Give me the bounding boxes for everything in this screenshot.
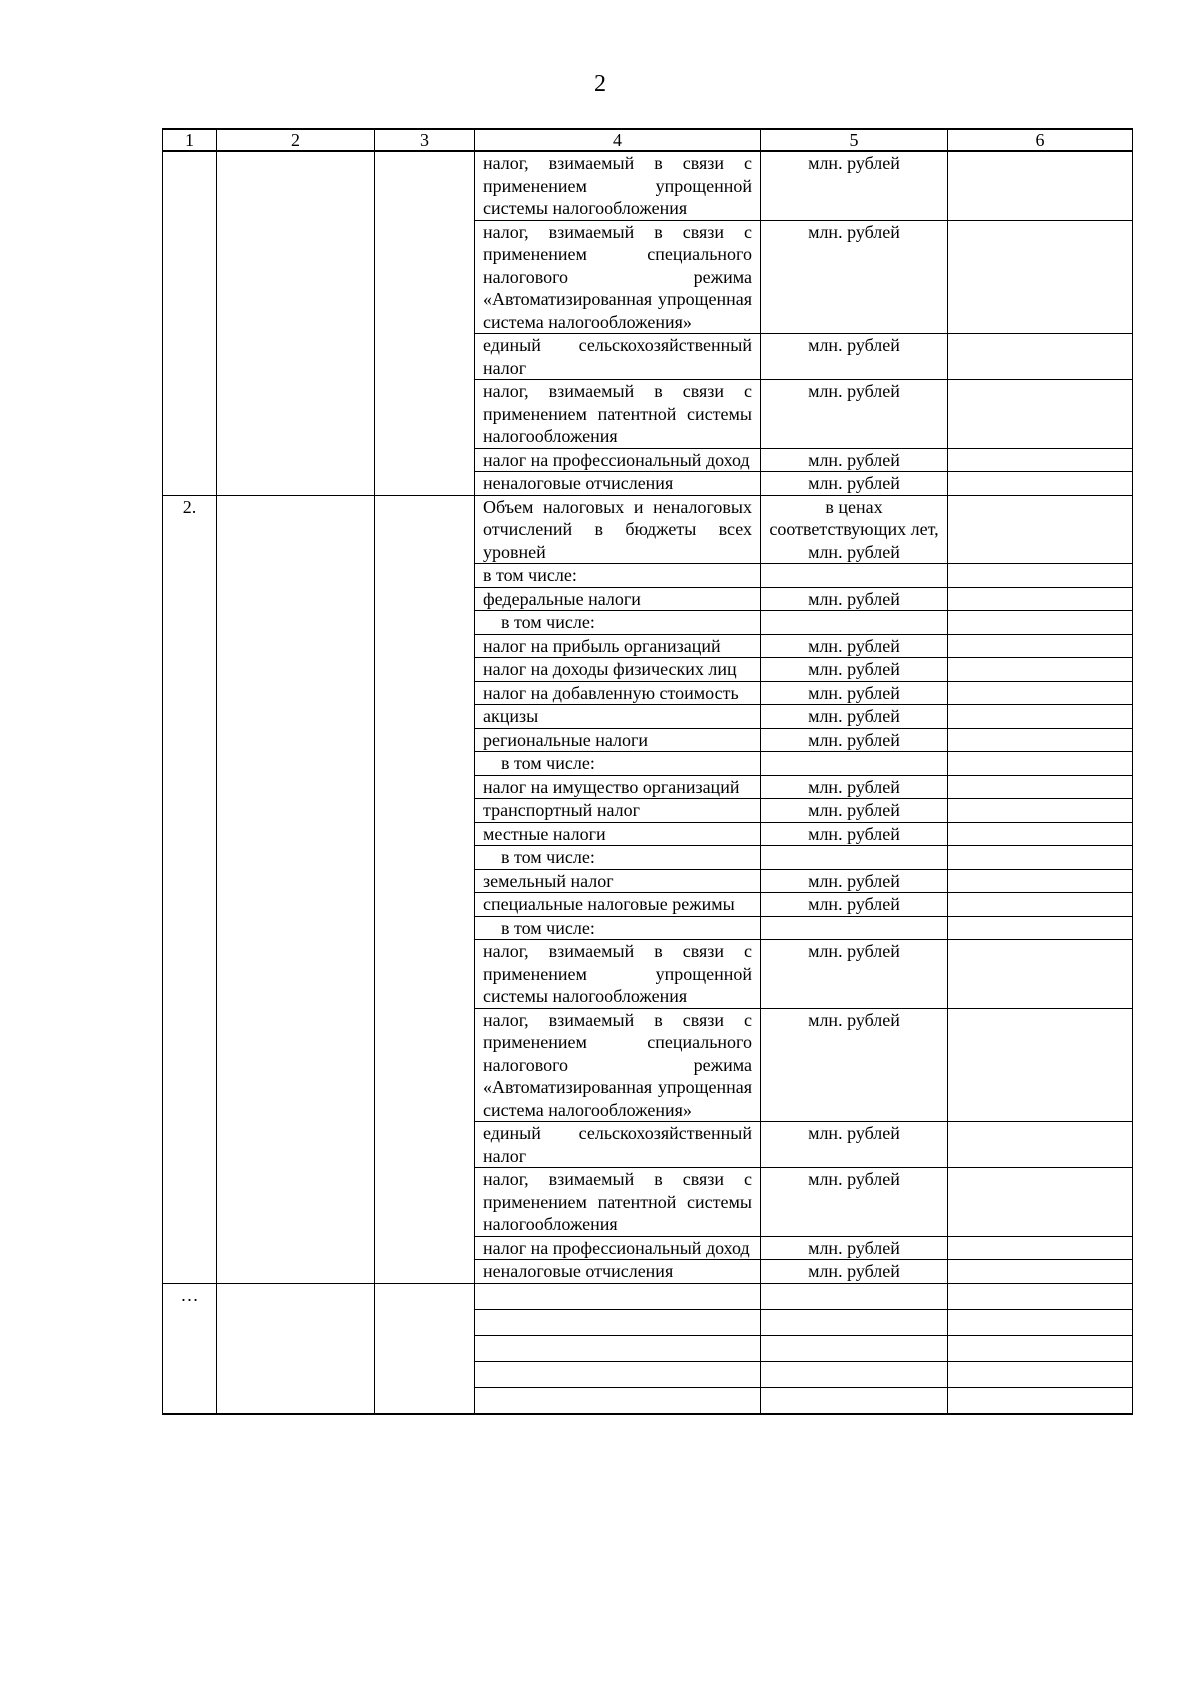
page-number: 2 [594, 71, 606, 97]
row-number-cell [163, 380, 217, 449]
column-2-cell [217, 334, 375, 380]
table-row [163, 705, 1133, 729]
value-cell [948, 1168, 1133, 1237]
value-cell [948, 681, 1133, 705]
row-number-cell [163, 799, 217, 823]
unit-cell [761, 752, 948, 776]
column-2-cell [217, 220, 375, 334]
row-number-cell [163, 634, 217, 658]
row-number-cell [163, 1008, 217, 1122]
indicator-name-cell: федеральные налоги [475, 587, 761, 611]
column-3-cell [375, 587, 475, 611]
column-2-cell [217, 1260, 375, 1284]
column-2-cell [217, 705, 375, 729]
column-2-cell [217, 1387, 375, 1414]
indicator-name-cell: налог на имущество организаций [475, 775, 761, 799]
column-3-cell [375, 495, 475, 564]
value-cell [948, 1008, 1133, 1122]
unit-cell: млн. рублей [761, 1260, 948, 1284]
row-number-cell [163, 940, 217, 1009]
row-number-cell [163, 1387, 217, 1414]
unit-cell [761, 564, 948, 588]
unit-cell: в ценах соответствующих лет, млн. рублей [761, 495, 948, 564]
unit-cell: млн. рублей [761, 472, 948, 496]
value-cell [948, 1361, 1133, 1387]
indicator-name-cell: налог на прибыль организаций [475, 634, 761, 658]
unit-cell [761, 1335, 948, 1361]
column-2-cell [217, 893, 375, 917]
row-number-cell [163, 846, 217, 870]
value-cell [948, 893, 1133, 917]
row-number-cell [163, 916, 217, 940]
column-3-cell [375, 1309, 475, 1335]
table-row [163, 799, 1133, 823]
row-number-cell [163, 472, 217, 496]
table-row [163, 728, 1133, 752]
unit-cell: млн. рублей [761, 775, 948, 799]
indicator-name-cell: налог, взимаемый в связи с применением упрощенной системы налогообложения [475, 940, 761, 1009]
column-3-cell [375, 380, 475, 449]
table-header-row [163, 129, 1133, 151]
value-cell [948, 611, 1133, 635]
column-2-cell [217, 1168, 375, 1237]
row-number-cell [163, 681, 217, 705]
column-header: 6 [948, 129, 1133, 151]
column-3-cell [375, 1387, 475, 1414]
indicator-name-cell: транспортный налог [475, 799, 761, 823]
column-header: 4 [475, 129, 761, 151]
table-row [163, 940, 1133, 1009]
value-cell [948, 940, 1133, 1009]
column-3-cell [375, 1122, 475, 1168]
row-number-cell [163, 1260, 217, 1284]
indicator-name-cell: местные налоги [475, 822, 761, 846]
column-3-cell [375, 611, 475, 635]
column-header: 3 [375, 129, 475, 151]
row-number-cell [163, 775, 217, 799]
table-row [163, 1283, 1133, 1309]
column-2-cell [217, 448, 375, 472]
table-row [163, 1122, 1133, 1168]
table-row [163, 681, 1133, 705]
table-row [163, 658, 1133, 682]
row-number-cell [163, 1335, 217, 1361]
indicator-name-cell: налог на профессиональный доход [475, 1236, 761, 1260]
value-cell [948, 564, 1133, 588]
row-number-cell [163, 151, 217, 220]
column-3-cell [375, 846, 475, 870]
indicator-name-cell: налог, взимаемый в связи с применением упрощенной системы налогообложения [475, 151, 761, 220]
unit-cell: млн. рублей [761, 334, 948, 380]
value-cell [948, 869, 1133, 893]
column-2-cell [217, 634, 375, 658]
indicator-name-cell: налог на профессиональный доход [475, 448, 761, 472]
row-number-cell [163, 564, 217, 588]
column-3-cell [375, 334, 475, 380]
column-3-cell [375, 220, 475, 334]
value-cell [948, 1309, 1133, 1335]
table-row [163, 1309, 1133, 1335]
row-number-cell: 2. [163, 495, 217, 564]
column-2-cell [217, 380, 375, 449]
indicator-name-cell: единый сельскохозяйственный налог [475, 1122, 761, 1168]
unit-cell [761, 611, 948, 635]
table-row [163, 822, 1133, 846]
column-3-cell [375, 799, 475, 823]
column-3-cell [375, 1260, 475, 1284]
column-3-cell [375, 916, 475, 940]
unit-cell [761, 1361, 948, 1387]
table-row [163, 893, 1133, 917]
value-cell [948, 587, 1133, 611]
unit-cell: млн. рублей [761, 448, 948, 472]
unit-cell: млн. рублей [761, 634, 948, 658]
column-3-cell [375, 658, 475, 682]
column-2-cell [217, 869, 375, 893]
unit-cell: млн. рублей [761, 151, 948, 220]
row-number-cell [163, 869, 217, 893]
indicator-name-cell: Объем налоговых и неналоговых отчислений в бюджеты всех уровней [475, 495, 761, 564]
table-row [163, 220, 1133, 334]
column-3-cell [375, 940, 475, 1009]
unit-cell: млн. рублей [761, 681, 948, 705]
table-row [163, 634, 1133, 658]
unit-cell: млн. рублей [761, 380, 948, 449]
column-header: 2 [217, 129, 375, 151]
column-3-cell [375, 448, 475, 472]
column-3-cell [375, 728, 475, 752]
indicator-name-cell: специальные налоговые режимы [475, 893, 761, 917]
unit-cell: млн. рублей [761, 587, 948, 611]
column-2-cell [217, 940, 375, 1009]
indicator-name-cell: в том числе: [475, 564, 761, 588]
value-cell [948, 1387, 1133, 1414]
indicator-name-cell [475, 1283, 761, 1309]
column-2-cell [217, 728, 375, 752]
row-number-cell [163, 705, 217, 729]
column-3-cell [375, 1283, 475, 1309]
column-2-cell [217, 587, 375, 611]
table-row [163, 1008, 1133, 1122]
column-3-cell [375, 1361, 475, 1387]
unit-cell: млн. рублей [761, 705, 948, 729]
value-cell [948, 775, 1133, 799]
value-cell [948, 846, 1133, 870]
table-row [163, 448, 1133, 472]
indicator-name-cell: налог на доходы физических лиц [475, 658, 761, 682]
row-number-cell [163, 1122, 217, 1168]
row-number-cell [163, 448, 217, 472]
row-number-cell [163, 822, 217, 846]
column-3-cell [375, 472, 475, 496]
table-row [163, 380, 1133, 449]
unit-cell [761, 1387, 948, 1414]
table-row [163, 916, 1133, 940]
value-cell [948, 705, 1133, 729]
column-2-cell [217, 822, 375, 846]
indicator-name-cell: в том числе: [475, 752, 761, 776]
unit-cell: млн. рублей [761, 799, 948, 823]
unit-cell: млн. рублей [761, 869, 948, 893]
row-number-cell [163, 334, 217, 380]
indicator-name-cell: акцизы [475, 705, 761, 729]
row-number-cell [163, 1236, 217, 1260]
indicator-name-cell: налог, взимаемый в связи с применением специального налогового режима «Автоматизированная упрощенная система налогообложения» [475, 220, 761, 334]
indicator-name-cell: неналоговые отчисления [475, 1260, 761, 1284]
indicator-name-cell [475, 1361, 761, 1387]
unit-cell [761, 846, 948, 870]
value-cell [948, 380, 1133, 449]
column-3-cell [375, 151, 475, 220]
value-cell [948, 1283, 1133, 1309]
table-row [163, 752, 1133, 776]
row-number-cell [163, 658, 217, 682]
unit-cell: млн. рублей [761, 728, 948, 752]
column-2-cell [217, 564, 375, 588]
table-row [163, 869, 1133, 893]
column-3-cell [375, 1335, 475, 1361]
table-body [163, 151, 1133, 1414]
column-2-cell [217, 916, 375, 940]
value-cell [948, 220, 1133, 334]
unit-cell: млн. рублей [761, 1122, 948, 1168]
value-cell [948, 752, 1133, 776]
row-number-cell [163, 587, 217, 611]
unit-cell: млн. рублей [761, 1168, 948, 1237]
row-number-cell [163, 728, 217, 752]
table-row [163, 587, 1133, 611]
column-3-cell [375, 893, 475, 917]
value-cell [948, 151, 1133, 220]
row-number-cell [163, 1168, 217, 1237]
value-cell [948, 1236, 1133, 1260]
column-header: 5 [761, 129, 948, 151]
column-3-cell [375, 752, 475, 776]
column-2-cell [217, 775, 375, 799]
row-number-cell [163, 1361, 217, 1387]
value-cell [948, 916, 1133, 940]
indicator-name-cell: неналоговые отчисления [475, 472, 761, 496]
unit-cell: млн. рублей [761, 658, 948, 682]
value-cell [948, 472, 1133, 496]
value-cell [948, 822, 1133, 846]
column-2-cell [217, 1283, 375, 1309]
column-3-cell [375, 775, 475, 799]
table-row [163, 1168, 1133, 1237]
column-2-cell [217, 472, 375, 496]
table-row [163, 1236, 1133, 1260]
indicator-name-cell: налог, взимаемый в связи с применением патентной системы налогообложения [475, 1168, 761, 1237]
row-number-cell [163, 1309, 217, 1335]
value-cell [948, 728, 1133, 752]
value-cell [948, 1122, 1133, 1168]
column-3-cell [375, 822, 475, 846]
column-2-cell [217, 1122, 375, 1168]
indicator-name-cell: в том числе: [475, 611, 761, 635]
row-number-cell [163, 611, 217, 635]
column-2-cell [217, 752, 375, 776]
column-2-cell [217, 1008, 375, 1122]
value-cell [948, 1260, 1133, 1284]
indicator-name-cell: налог, взимаемый в связи с применением специального налогового режима «Автоматизированная упрощенная система налогообложения» [475, 1008, 761, 1122]
indicator-name-cell: в том числе: [475, 846, 761, 870]
table-row [163, 564, 1133, 588]
indicator-name-cell [475, 1309, 761, 1335]
column-2-cell [217, 1335, 375, 1361]
unit-cell [761, 916, 948, 940]
table-row [163, 1361, 1133, 1387]
column-2-cell [217, 846, 375, 870]
column-3-cell [375, 681, 475, 705]
column-3-cell [375, 1008, 475, 1122]
value-cell [948, 658, 1133, 682]
table-row [163, 1260, 1133, 1284]
table-row [163, 846, 1133, 870]
column-3-cell [375, 564, 475, 588]
unit-cell: млн. рублей [761, 220, 948, 334]
value-cell [948, 334, 1133, 380]
unit-cell [761, 1283, 948, 1309]
indicator-name-cell [475, 1387, 761, 1414]
row-number-cell [163, 752, 217, 776]
table-row [163, 611, 1133, 635]
value-cell [948, 799, 1133, 823]
column-2-cell [217, 681, 375, 705]
indicator-name-cell: единый сельскохозяйственный налог [475, 334, 761, 380]
indicator-name-cell [475, 1335, 761, 1361]
indicator-name-cell: региональные налоги [475, 728, 761, 752]
table-row [163, 472, 1133, 496]
unit-cell [761, 1309, 948, 1335]
unit-cell: млн. рублей [761, 893, 948, 917]
column-2-cell [217, 1236, 375, 1260]
column-3-cell [375, 869, 475, 893]
indicator-name-cell: налог на добавленную стоимость [475, 681, 761, 705]
value-cell [948, 634, 1133, 658]
table-row [163, 495, 1133, 564]
column-2-cell [217, 151, 375, 220]
value-cell [948, 448, 1133, 472]
row-number-cell [163, 220, 217, 334]
column-2-cell [217, 1361, 375, 1387]
column-3-cell [375, 705, 475, 729]
indicator-name-cell: в том числе: [475, 916, 761, 940]
value-cell [948, 1335, 1133, 1361]
column-3-cell [375, 1236, 475, 1260]
row-number-cell [163, 893, 217, 917]
indicator-name-cell: налог, взимаемый в связи с применением патентной системы налогообложения [475, 380, 761, 449]
unit-cell: млн. рублей [761, 940, 948, 1009]
column-2-cell [217, 611, 375, 635]
indicator-name-cell: земельный налог [475, 869, 761, 893]
unit-cell: млн. рублей [761, 1236, 948, 1260]
column-3-cell [375, 1168, 475, 1237]
table-row [163, 334, 1133, 380]
tax-table [162, 128, 1133, 1415]
column-header: 1 [163, 129, 217, 151]
table-row [163, 1387, 1133, 1414]
table-row [163, 151, 1133, 220]
unit-cell: млн. рублей [761, 1008, 948, 1122]
unit-cell: млн. рублей [761, 822, 948, 846]
value-cell [948, 495, 1133, 564]
column-2-cell [217, 495, 375, 564]
column-2-cell [217, 658, 375, 682]
column-3-cell [375, 634, 475, 658]
column-2-cell [217, 1309, 375, 1335]
row-number-cell: … [163, 1283, 217, 1309]
table-row [163, 1335, 1133, 1361]
column-2-cell [217, 799, 375, 823]
table-row [163, 775, 1133, 799]
